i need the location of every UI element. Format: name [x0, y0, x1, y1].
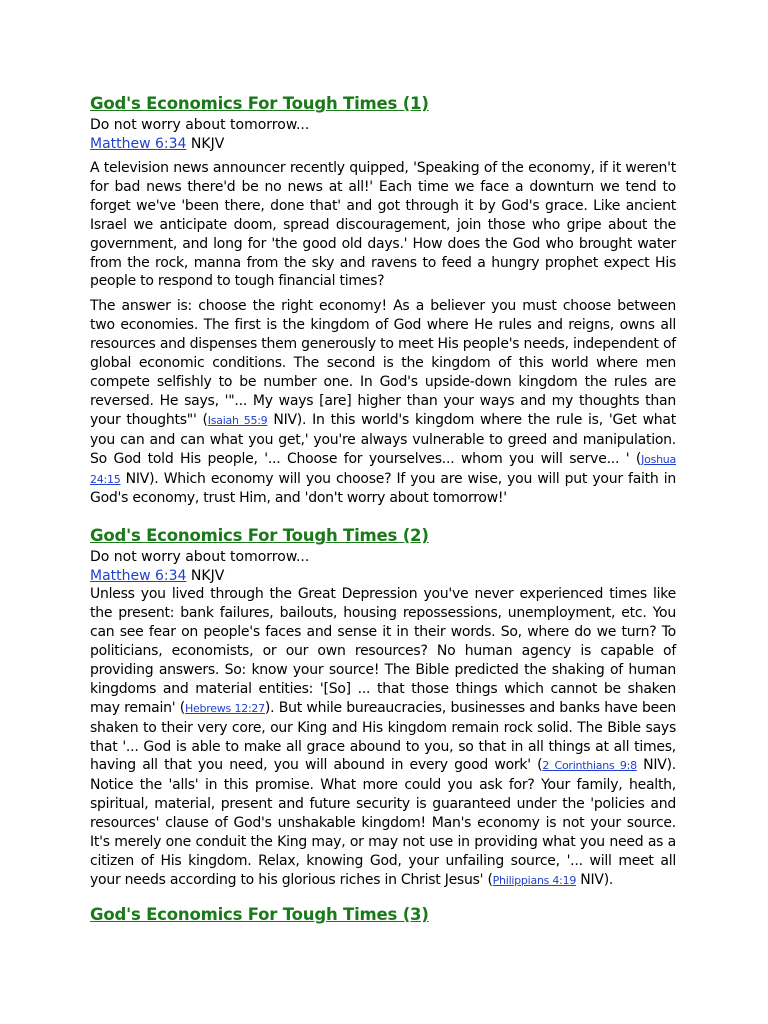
paragraph	[90, 297, 676, 508]
scripture-link[interactable]: Isaiah 55:9	[207, 413, 268, 427]
section-subtitle: Do not worry about tomorrow...	[90, 549, 310, 566]
paragraph-text: NIV). Notice the 'alls' in this promise. What more could you ask for? Your family, health, spiritual, material, present and future security is guaranteed under the 'policies and resources' clause of God's unshakable kingdom! Man's economy is not your source. It's merely one conduit the King may, or may not use in providing what you need as a citizen of His kingdom. Relax, knowing God, your unfailing source, '... will meet all your needs according to his glorious riches in Christ Jesus' (	[90, 757, 676, 888]
section-title: God's Economics For Tough Times (1)	[90, 94, 429, 113]
section-2	[90, 524, 676, 891]
paragraph-text: NIV). In this world's kingdom where the rule is, 'Get what you can and can what you get,' you're always vulnerable to greed and manipulation. So God told His people, '... Choose for yourselves... whom you will serve... ' (	[90, 411, 676, 467]
paragraph-text: The answer is: choose the right economy! As a believer you must choose between two economies. The first is the kingdom of God where He rules and reigns, owns all resources and dispenses them generously to meet His people's needs, independent of global economic conditions. The second is the kingdom of this world where men compete selfishly to be number one. In God's upside-down kingdom the rules are reversed. He says, '"... My ways [are] higher than your ways and my thoughts than your thoughts"' (	[90, 298, 676, 428]
scripture-link[interactable]: Matthew 6:34	[90, 136, 187, 152]
scripture-reference	[90, 567, 676, 585]
section-1	[90, 92, 676, 508]
paragraph-text: NIV). Which economy will you choose? If you are wise, you will put your faith in God's economy, trust Him, and 'don't worry about tomorrow!'	[90, 470, 676, 507]
scripture-link[interactable]: 2 Corinthians 9:8	[542, 759, 637, 773]
document	[90, 92, 676, 927]
paragraph-text: ). But while bureaucracies, businesses and banks have been shaken to their very core, our King and His kingdom remain rock solid. The Bible says that '... God is able to make all grace abound to you, so that in all things at all times, having all that you need, you will abound in every good work' (	[90, 699, 676, 774]
scripture-link[interactable]: Matthew 6:34	[90, 568, 187, 585]
paragraph	[90, 585, 676, 891]
paragraph-text: Unless you lived through the Great Depression you've never experienced times like the present: bank failures, bailouts, housing repossessions, unemployment, etc. You can see fear on people's faces and sense it in their words. So, where do we turn? To politicians, economists, or our own resources? No human agency is capable of providing answers. So: know your source! The Bible predicted the shaking of human kingdoms and material entities: '[So] ... that those things which cannot be shaken may remain' (	[90, 586, 676, 716]
section-title: God's Economics For Tough Times (2)	[90, 526, 429, 546]
section-title: God's Economics For Tough Times (3)	[90, 904, 429, 924]
scripture-link[interactable]: Joshua 24:15	[90, 452, 676, 486]
scripture-link[interactable]: Philippians 4:19	[492, 873, 577, 887]
scripture-version: NKJV	[186, 136, 225, 152]
scripture-link[interactable]: Hebrews 12:27	[184, 701, 265, 715]
scripture-reference	[90, 135, 676, 153]
paragraph: A television news announcer recently quipped, 'Speaking of the economy, if it weren't for bad news there'd be no news at all!' Each time we face a downturn we tend to forget we've 'been there, done that' and got through it by God's grace. Like ancient Israel we anticipate doom, spread discouragement, join those who gripe about the government, and long for 'the good old days.' How does the God who brought water from the rock, manna from the sky and ravens to feed a hungry prophet expect His people to respond to tough financial times?	[90, 160, 676, 290]
paragraph-text: NIV).	[576, 871, 614, 888]
section-3	[90, 903, 676, 927]
scripture-version: NKJV	[186, 568, 225, 585]
section-subtitle: Do not worry about tomorrow...	[90, 117, 310, 133]
